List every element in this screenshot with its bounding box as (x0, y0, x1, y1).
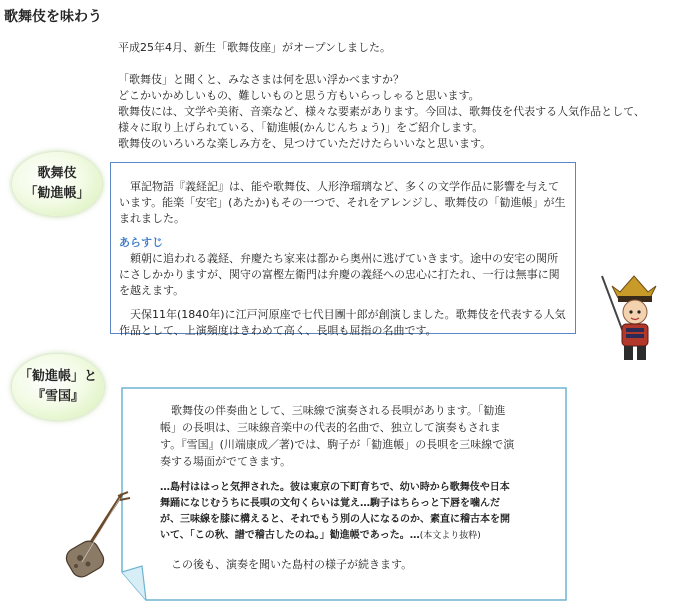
quote-source: (本文より抜粋) (419, 531, 481, 541)
history-paragraph: 天保11年(1840年)に江戸河原座で七代目團十郎が創演しました。歌舞伎を代表する人気作品として、上演頻度はきわめて高く、長唄も屈指の名曲です。 (119, 308, 566, 337)
shamisen-illustration (58, 488, 138, 584)
page-title: 歌舞伎を味わう (4, 9, 102, 25)
kanjincho-info-box (110, 162, 576, 337)
gikeiki-paragraph: 軍記物語『義経記』は、能や歌舞伎、人形浄瑠璃など、多くの文学作品に影響を与えています。能楽「安宅」(あたか)もその一つで、それをアレンジし、歌舞伎の「勧進帳」が生まれました。 (119, 180, 566, 225)
intro-line: 様々に取り上げられている、「勧進帳(かんじんちょう)」をご紹介します。 (118, 121, 484, 134)
yukiguni-info-box (120, 386, 568, 602)
samurai-illustration (596, 268, 672, 364)
intro-line: 「歌舞伎」と聞くと、みなさまは何を思い浮かべますか？ (118, 73, 404, 86)
intro-line: 歌舞伎には、文学や美術、音楽など、様々な要素があります。今回は、歌舞伎を代表する人気作品として、 (118, 105, 645, 118)
section-heading-line: 『雪国』 (31, 389, 84, 404)
intro-line: 平成25年4月、新生「歌舞伎座」がオープンしました。 (118, 41, 392, 54)
arasuji-heading: あらすじ (119, 236, 163, 249)
closing-paragraph: この後も、演奏を聞いた島村の様子が続きます。 (171, 558, 413, 571)
section-heading-kanjincho (12, 152, 102, 216)
arasuji-paragraph: 頼朝に追われる義経、弁慶たち家来は都から奥州に逃げていきます。途中の安宅の関所にさしかかりますが、関守の富樫左衛門は弁慶の義経への忠心に打たれ、一行は無事に関を越えます。 (119, 252, 560, 297)
intro-text (118, 40, 668, 152)
intro-line: 歌舞伎のいろいろな楽しみ方を、見つけていただけたらいいなと思います。 (118, 137, 492, 150)
intro-line: どこかいかめしいもの、難しいものと思う方もいらっしゃると思います。 (118, 89, 480, 102)
section-heading-line: 「勧進帳」と (18, 369, 97, 384)
yukiguni-quote (160, 480, 516, 544)
shamisen-paragraph: 歌舞伎の伴奏曲として、三味線で演奏される長唄があります。「勧進帳」の長唄は、三味線音楽中の代表的名曲で、独立して演奏もされます。『雪国』(川端康成／著)では、駒子が「勧進帳」の長唄を三味線で演奏する場面がでてきます。 (160, 404, 515, 468)
quote-text: …島村ははっと気押された。彼は東京の下町育ちで、幼い時から歌舞伎や日本舞踊になじむうちに長唄の文句くらいは覚え…駒子はちらっと下唇を噛んだが、三味線を膝に構えると、それでもう別の人になるのか、素直に稽古本を開いて、「この秋、譜で稽古したのね。」勧進帳であった。… (160, 482, 510, 541)
section-heading-line: 歌舞伎 (37, 166, 77, 181)
section-heading-yukiguni (12, 354, 104, 420)
section-heading-line: 「勧進帳」 (24, 186, 90, 201)
